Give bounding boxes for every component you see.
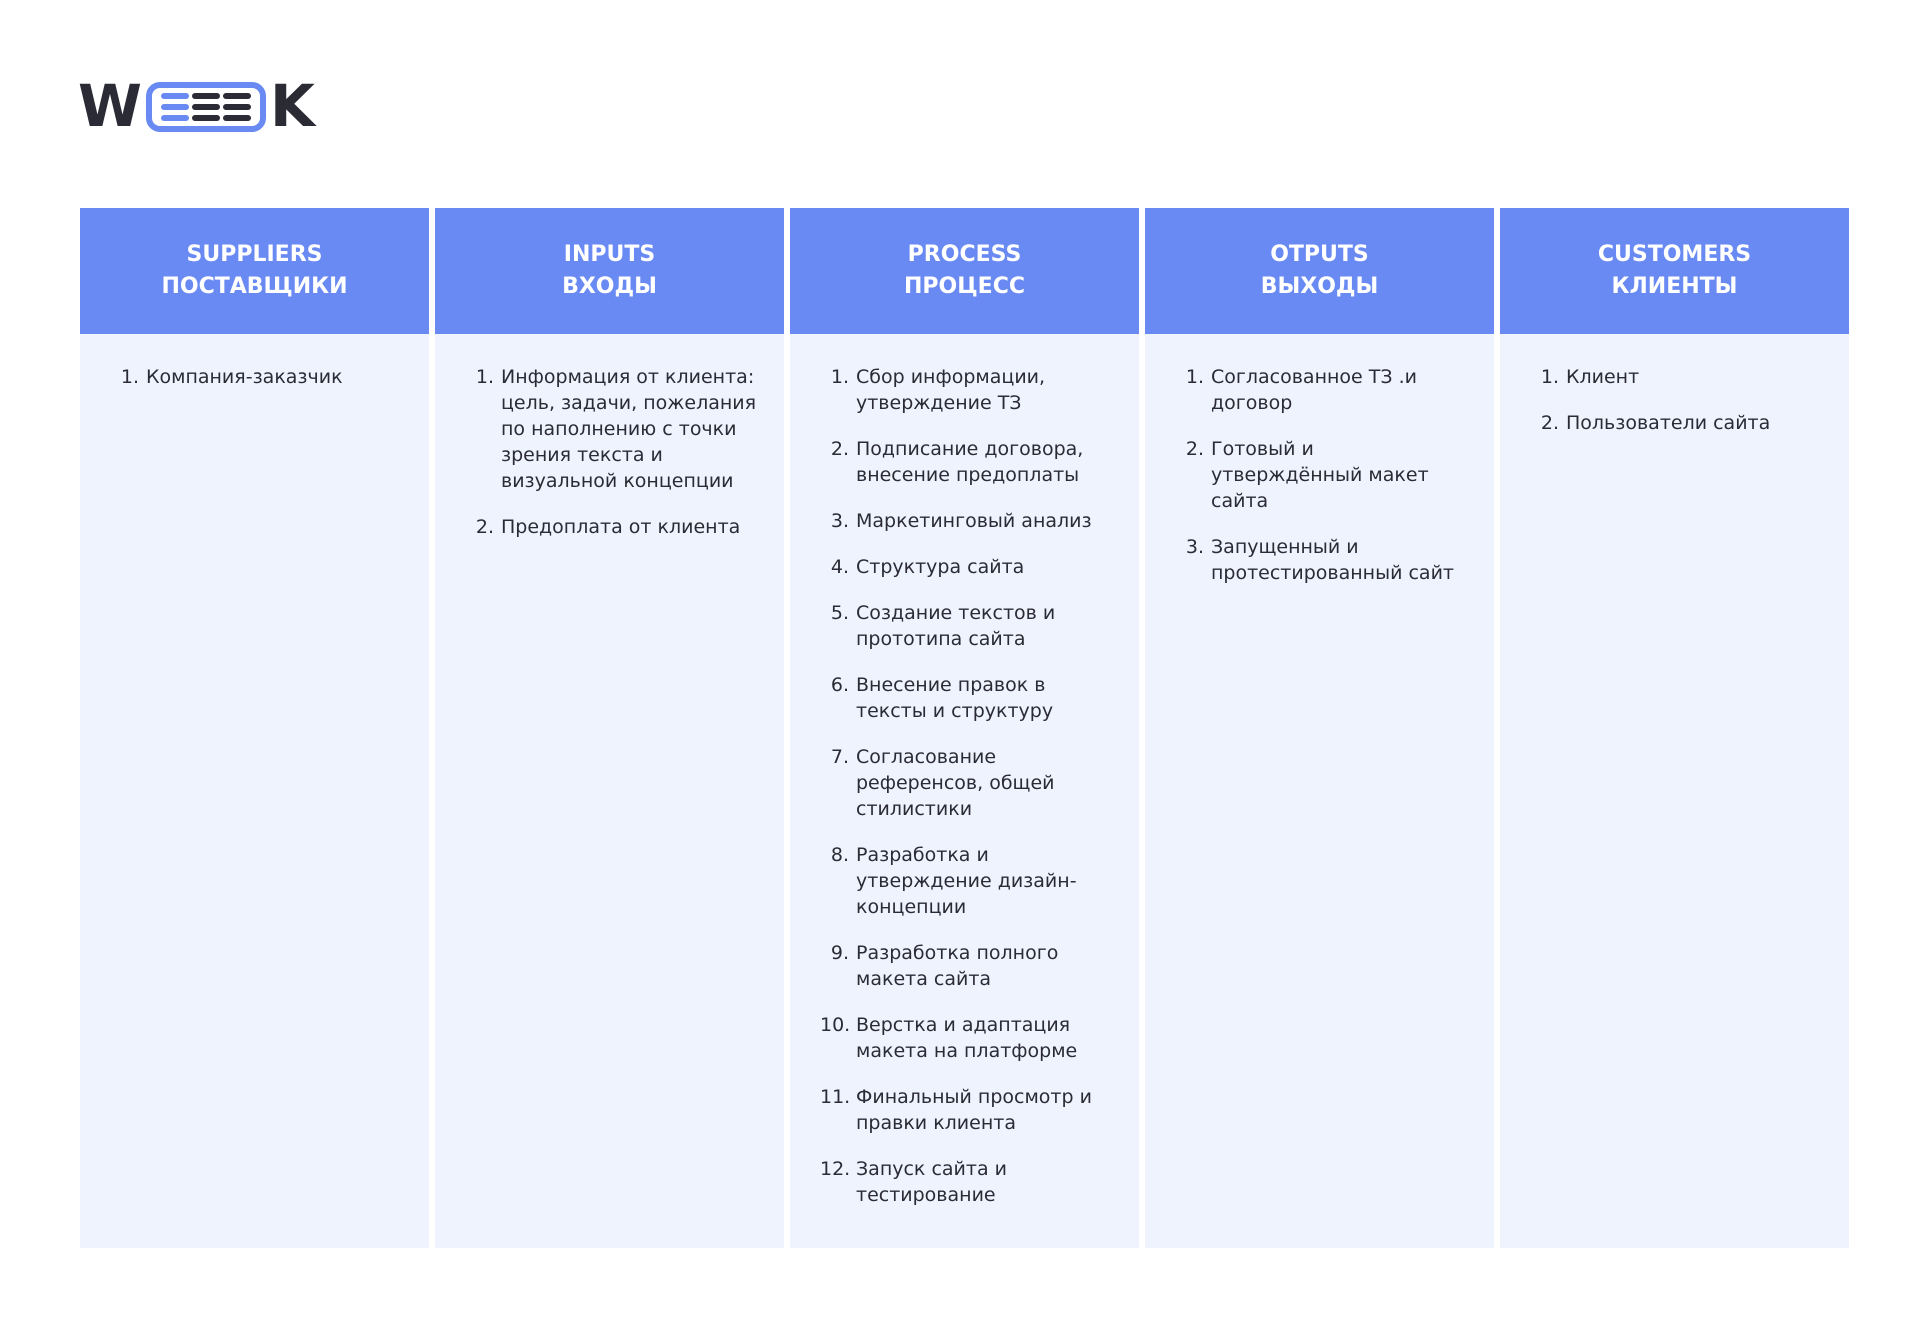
list-item-text: Согласованное ТЗ .и договор	[1211, 366, 1417, 414]
list-item-number: 7.	[830, 746, 849, 768]
list-item-number: 8.	[830, 844, 849, 866]
logo-letter-k: K	[269, 72, 315, 140]
column-header	[790, 208, 1139, 334]
list-item-number: 1.	[120, 366, 139, 388]
list-item-text: Финальный просмотр и правки клиента	[856, 1086, 1092, 1134]
list-item	[1530, 364, 1823, 390]
item-list	[820, 364, 1113, 1208]
list-item-text: Компания-заказчик	[146, 366, 343, 388]
logo-bars-3	[223, 93, 251, 121]
list-item-text: Информация от клиента: цель, задачи, пожелания по наполнению с точки зрения текста и визуальной концепции	[501, 366, 757, 492]
list-item	[820, 508, 1113, 534]
column-header	[80, 208, 429, 334]
list-item	[1175, 364, 1468, 416]
column-title-en: INPUTS	[563, 242, 656, 267]
logo-bars-2	[192, 93, 220, 121]
list-item	[465, 514, 758, 540]
list-item-number: 2.	[475, 516, 494, 538]
column-body	[1145, 334, 1494, 626]
item-list	[1175, 364, 1468, 586]
list-item	[820, 364, 1113, 416]
list-item-number: 1.	[1540, 366, 1559, 388]
list-item-number: 11.	[820, 1086, 851, 1108]
list-item-number: 4.	[830, 556, 849, 578]
column-title-ru: ВЫХОДЫ	[1260, 274, 1379, 299]
list-item-text: Внесение правок в тексты и структуру	[856, 674, 1054, 722]
list-item-text: Подписание договора, внесение предоплаты	[856, 438, 1084, 486]
logo-eee-mark	[146, 82, 266, 132]
column-title-en: OTPUTS	[1270, 242, 1369, 267]
list-item-number: 6.	[830, 674, 849, 696]
item-list	[1530, 364, 1823, 436]
list-item-number: 10.	[820, 1014, 851, 1036]
list-item	[820, 600, 1113, 652]
list-item-number: 1.	[475, 366, 494, 388]
list-item	[820, 436, 1113, 488]
column-body	[790, 334, 1139, 1248]
column-title-en: CUSTOMERS	[1597, 242, 1752, 267]
list-item	[820, 672, 1113, 724]
column-header	[1145, 208, 1494, 334]
list-item-number: 5.	[830, 602, 849, 624]
column-title-ru: ВХОДЫ	[562, 274, 657, 299]
list-item-number: 2.	[1185, 438, 1204, 460]
column-outputs	[1145, 208, 1494, 1248]
column-title-en: SUPPLIERS	[186, 242, 323, 267]
column-body	[80, 334, 429, 430]
sipoc-table	[80, 208, 1849, 1206]
column-process	[790, 208, 1139, 1248]
list-item-number: 2.	[1540, 412, 1559, 434]
column-suppliers	[80, 208, 429, 1248]
column-customers	[1500, 208, 1849, 1248]
list-item-text: Запуск сайта и тестирование	[856, 1158, 1007, 1206]
list-item-text: Согласование референсов, общей стилистики	[856, 746, 1055, 820]
column-body	[1500, 334, 1849, 476]
list-item-text: Сбор информации, утверждение ТЗ	[856, 366, 1046, 414]
column-title-en: PROCESS	[907, 242, 1022, 267]
list-item-text: Предоплата от клиента	[501, 516, 741, 538]
list-item-number: 2.	[830, 438, 849, 460]
logo-bars-1	[161, 93, 189, 121]
list-item	[820, 1156, 1113, 1208]
column-title-ru: КЛИЕНТЫ	[1611, 274, 1738, 299]
list-item-number: 3.	[1185, 536, 1204, 558]
list-item-text: Клиент	[1566, 366, 1640, 388]
list-item	[820, 842, 1113, 920]
list-item-number: 9.	[830, 942, 849, 964]
list-item	[110, 364, 403, 390]
column-header	[435, 208, 784, 334]
list-item-text: Создание текстов и прототипа сайта	[856, 602, 1056, 650]
list-item	[820, 940, 1113, 992]
list-item	[1175, 534, 1468, 586]
list-item-number: 12.	[820, 1158, 851, 1180]
column-inputs	[435, 208, 784, 1248]
list-item-text: Запущенный и протестированный сайт	[1211, 536, 1454, 584]
list-item-number: 1.	[1185, 366, 1204, 388]
list-item-text: Верстка и адаптация макета на платформе	[856, 1014, 1078, 1062]
list-item	[820, 744, 1113, 822]
item-list	[465, 364, 758, 540]
list-item-number: 3.	[830, 510, 849, 532]
column-body	[435, 334, 784, 580]
list-item-text: Разработка и утверждение дизайн-концепции	[856, 844, 1077, 918]
column-header	[1500, 208, 1849, 334]
weeek-logo	[78, 74, 315, 138]
list-item	[465, 364, 758, 494]
column-title-ru: ПОСТАВЩИКИ	[161, 274, 348, 299]
item-list	[110, 364, 403, 390]
list-item	[1175, 436, 1468, 514]
list-item-text: Маркетинговый анализ	[856, 510, 1092, 532]
list-item-text: Пользователи сайта	[1566, 412, 1771, 434]
list-item	[820, 554, 1113, 580]
list-item-text: Структура сайта	[856, 556, 1025, 578]
list-item-text: Разработка полного макета сайта	[856, 942, 1059, 990]
list-item-number: 1.	[830, 366, 849, 388]
list-item-text: Готовый и утверждённый макет сайта	[1211, 438, 1429, 512]
logo-letter-w: W	[78, 72, 142, 140]
list-item	[1530, 410, 1823, 436]
list-item	[820, 1084, 1113, 1136]
column-title-ru: ПРОЦЕСС	[904, 274, 1025, 299]
list-item	[820, 1012, 1113, 1064]
